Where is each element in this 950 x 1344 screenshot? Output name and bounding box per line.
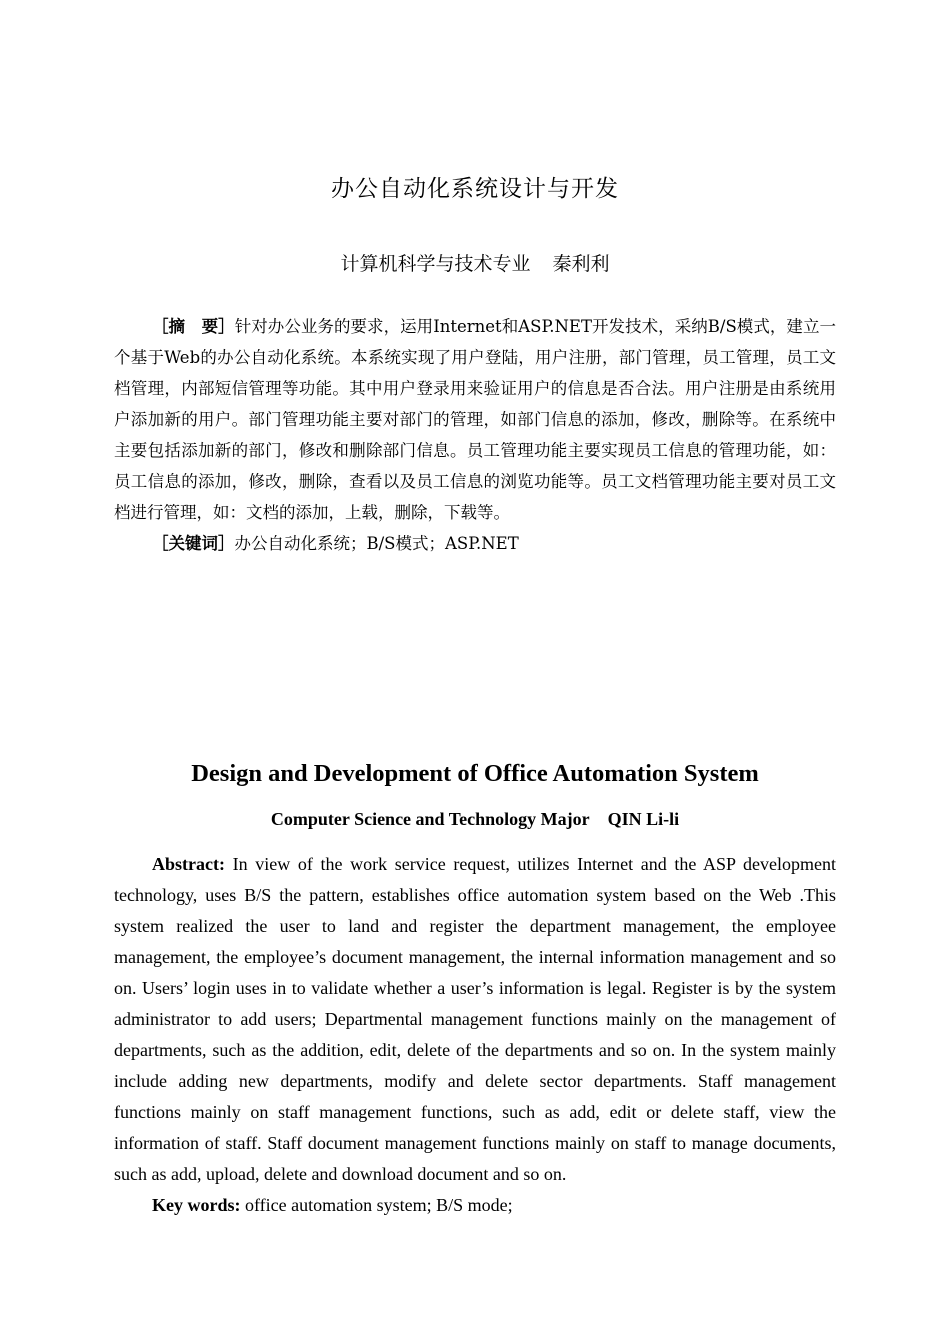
english-abstract-section [114,849,836,1221]
english-author-line [0,809,950,830]
english-abstract-text: In view of the work service request, utilizes Internet and the ASP development technology, uses B/S the pattern, establishes office automation system based on the Web .This system realized the user to land and register the department management, the employee management, the employee’s document management, the internal information management and so on. Users’ login uses in to validate whether a user’s information is legal. Register is by the system administrator to add users; Departmental management functions mainly on the management of departments, such as the addition, edit, delete of the departments and so on. In the system mainly include adding new departments, modify and delete sector departments. Staff management functions mainly on staff management functions, such as add, edit or delete staff, view the information of staff. Staff document management functions mainly on staff to manage documents, such as add, upload, delete and download document and so on. [114,854,836,1184]
chinese-keywords [114,528,836,559]
chinese-abstract [114,311,836,528]
english-abstract [114,849,836,1190]
english-keywords [114,1190,836,1221]
chinese-author-name: 秦利利 [552,253,610,275]
chinese-abstract-section [114,311,836,559]
english-keywords-label: Key words: [152,1195,241,1215]
chinese-title: 办公自动化系统设计与开发 [331,176,619,202]
english-abstract-label: Abstract: [152,854,225,874]
chinese-keywords-text: 办公自动化系统；B/S模式；ASP.NET [234,534,519,553]
english-author-name: QIN Li-li [607,809,680,829]
chinese-major: 计算机科学与技术专业 [340,253,531,275]
chinese-abstract-label: ［摘 要］ [152,317,235,336]
chinese-keywords-label: ［关键词］ [152,534,235,553]
english-keywords-text: office automation system; B/S mode; [240,1195,513,1215]
english-major: Computer Science and Technology Major [270,809,590,829]
english-title: Design and Development of Office Automation System [191,760,759,787]
chinese-author-line [0,249,950,276]
chinese-abstract-text: 针对办公业务的要求，运用Internet和ASP.NET开发技术，采纳B/S模式，建立一个基于Web的办公自动化系统。本系统实现了用户登陆，用户注册，部门管理，员工管理，员工文档管理，内部短信管理等功能。其中用户登录用来验证用户的信息是否合法。用户注册是由系统用户添加新的用户。部门管理功能主要对部门的管理，如部门信息的添加，修改，删除等。在系统中主要包括添加新的部门，修改和删除部门信息。员工管理功能主要实现员工信息的管理功能，如：员工信息的添加，修改，删除，查看以及员工信息的浏览功能等。员工文档管理功能主要对员工文档进行管理，如：文档的添加，上载，删除，下载等。 [114,317,837,522]
